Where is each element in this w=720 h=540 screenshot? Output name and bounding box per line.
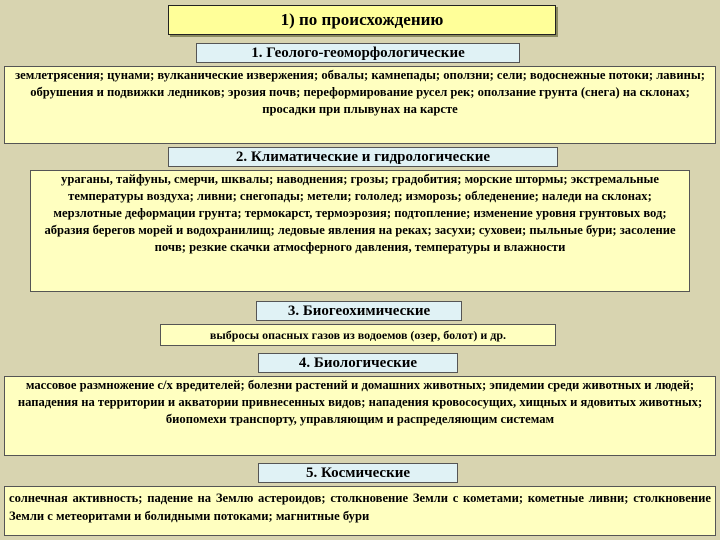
section-3-text: выбросы опасных газов из водоемов (озер, болот) и др. xyxy=(160,324,556,346)
section-1-text: землетрясения; цунами; вулканические извержения; обвалы; камнепады; оползни; сели; водоснежные потоки; лавины; обрушения и подвижки ледников; эрозия почв; переформирование русел рек; оползание грунта (снега) на склонах; просадки при плывунах на карсте xyxy=(4,66,716,144)
section-5-heading: 5. Космические xyxy=(258,463,458,483)
section-2-heading: 2. Климатические и гидрологические xyxy=(168,147,558,167)
section-5-text: солнечная активность; падение на Землю астероидов; столкновение Земли с кометами; кометные ливни; столкновение Земли с метеоритами и болидными потоками; магнитные бури xyxy=(4,486,716,536)
section-1-heading: 1. Геолого-геоморфологические xyxy=(196,43,520,63)
section-4-text: массовое размножение с/х вредителей; болезни растений и домашних животных; эпидемии среди животных и людей; нападения на территории и акватории привнесенных видов; нападения кровососущих, хищных и ядовитых животных; биопомехи транспорту, управляющим и распределяющим системам xyxy=(4,376,716,456)
section-2-text: ураганы, тайфуны, смерчи, шквалы; наводнения; грозы; градобития; морские штормы; экстремальные температуры воздуха; ливни; снегопады; метели; гололед; изморозь; обледенение; наледи на склонах; мерзлотные деформации грунта; термокарст, термоэрозия; подтопление; изменение уровня грунтовых вод; абразия берегов морей и водохранилищ; ледовые явления на реках; засухи; суховеи; пыльные бури; засоление почв; резкие скачки атмосферного давления, температуры и влажности xyxy=(30,170,690,292)
page-title: 1) по происхождению xyxy=(168,5,556,35)
section-4-heading: 4. Биологические xyxy=(258,353,458,373)
section-3-heading: 3. Биогеохимические xyxy=(256,301,462,321)
